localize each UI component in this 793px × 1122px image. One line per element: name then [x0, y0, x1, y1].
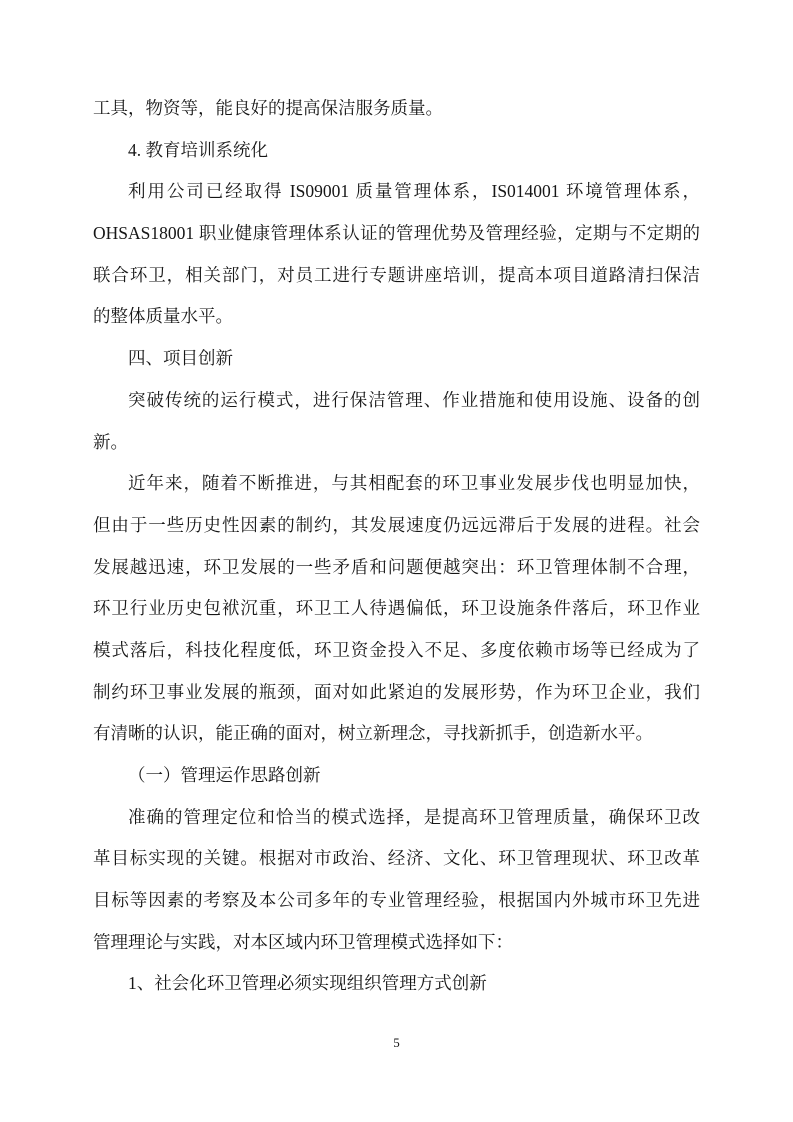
- page-number: 5: [393, 1035, 400, 1050]
- text-line: 联合环卫，相关部门，对员工进行专题讲座培训，提高本项目道路清扫保洁: [93, 264, 700, 285]
- text-line: 利用公司已经取得 IS09001 质量管理体系，IS014001 环境管理体系，: [128, 181, 700, 202]
- text-line: 近年来，随着不断推进，与其相配套的环卫事业发展步伐也明显加快，: [128, 473, 700, 494]
- text-line: 但由于一些历史性因素的制约，其发展速度仍远远滞后于发展的进程。社会: [93, 514, 700, 535]
- text-line: 4. 教育培训系统化: [128, 139, 268, 160]
- text-line: （一）管理运作思路创新: [128, 765, 321, 785]
- text-line: 管理理论与实践，对本区域内环卫管理模式选择如下：: [93, 931, 513, 952]
- text-line: 革目标实现的关键。根据对市政治、经济、文化、环卫管理现状、环卫改革: [93, 848, 700, 869]
- text-line: 准确的管理定位和恰当的模式选择，是提高环卫管理质量，确保环卫改: [128, 806, 700, 827]
- text-line: OHSAS18001 职业健康管理体系认证的管理优势及管理经验，定期与不定期的: [93, 223, 700, 244]
- text-line: 发展越迅速，环卫发展的一些矛盾和问题便越突出：环卫管理体制不合理，: [93, 556, 700, 577]
- text-line: 突破传统的运行模式，进行保洁管理、作业措施和使用设施、设备的创: [128, 389, 700, 410]
- text-line: 四、项目创新: [128, 348, 233, 369]
- text-line: 的整体质量水平。: [93, 306, 233, 327]
- text-line: 模式落后，科技化程度低，环卫资金投入不足、多度依赖市场等已经成为了: [93, 639, 700, 660]
- text-line: 新。: [93, 431, 128, 452]
- text-line: 有清晰的认识，能正确的面对，树立新理念，寻找新抓手，创造新水平。: [93, 723, 653, 744]
- text-line: 工具，物资等，能良好的提高保洁服务质量。: [93, 98, 443, 118]
- text-line: 制约环卫事业发展的瓶颈，面对如此紧迫的发展形势，作为环卫企业，我们: [93, 681, 700, 702]
- text-line: 目标等因素的考察及本公司多年的专业管理经验，根据国内外城市环卫先进: [93, 890, 700, 911]
- document-body: [93, 88, 700, 1005]
- text-line: 环卫行业历史包袱沉重，环卫工人待遇偏低，环卫设施条件落后，环卫作业: [93, 598, 700, 619]
- text-line: 1、社会化环卫管理必须实现组织管理方式创新: [128, 973, 487, 994]
